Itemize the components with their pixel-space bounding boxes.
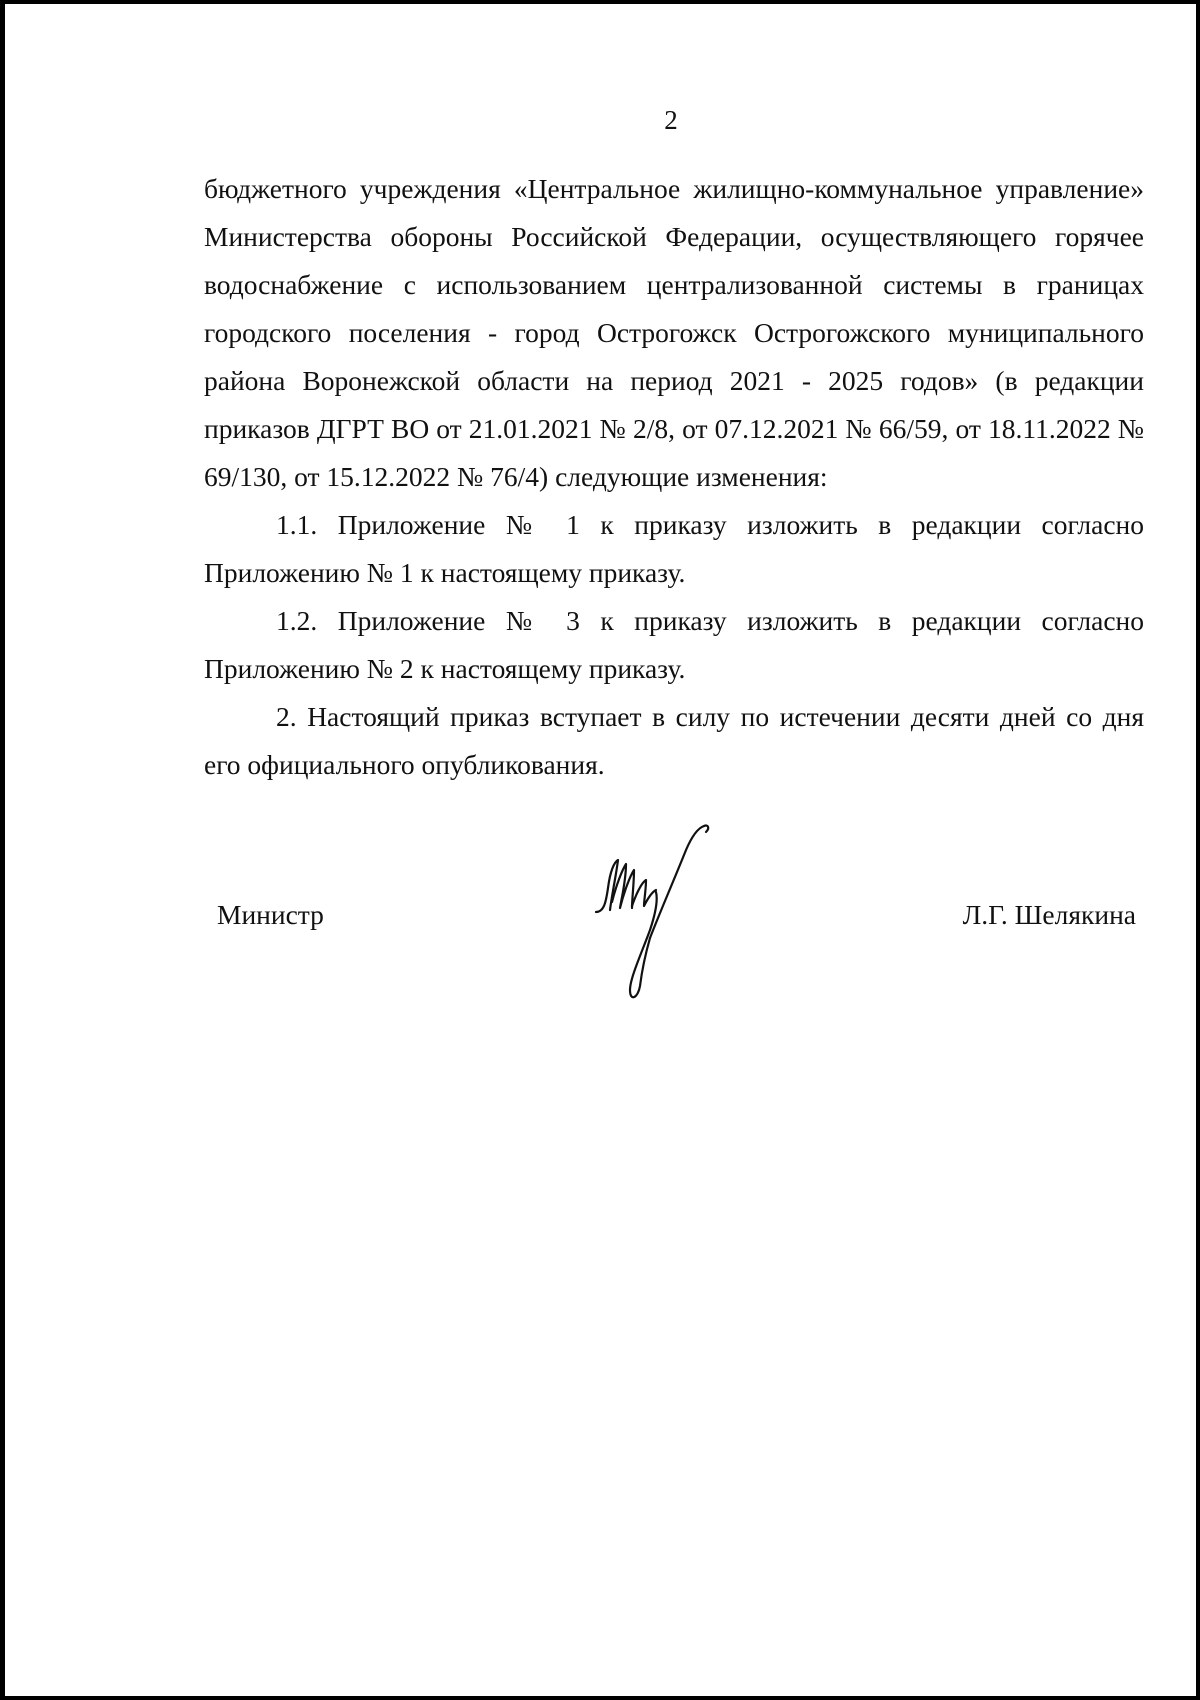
signer-position: Министр bbox=[217, 899, 324, 930]
paragraph-item-1-1: 1.1. Приложение № 1 к приказу изложить в редакции согласно Приложению № 1 к настоящему приказу. bbox=[204, 509, 1144, 588]
paragraph-changes-intro: бюджетного учреждения «Центральное жилищно-коммунальное управление» Министерства обороны Российской Федерации, осуществляющего горячее водоснабжение с использованием централизованной системы в границах городского поселения - город Острогожск Острогожского муниципального района Воронежской области на период 2021 - 2025 годов» (в редакции приказов ДГРТ ВО от 21.01.2021 № 2/8, от 07.12.2021 № 66/59, от 18.11.2022 № 69/130, от 15.12.2022 № 76/4) следующие изменения: bbox=[204, 173, 1144, 492]
page-number: 2 bbox=[664, 105, 678, 135]
paragraph-item-1-2: 1.2. Приложение № 3 к приказу изложить в редакции согласно Приложению № 2 к настоящему приказу. bbox=[204, 605, 1144, 684]
paragraph-item-2: 2. Настоящий приказ вступает в силу по истечении десяти дней со дня его официального опубликования. bbox=[204, 701, 1144, 780]
document-body bbox=[204, 165, 1144, 789]
handwritten-signature-icon bbox=[590, 820, 720, 1005]
signer-name: Л.Г. Шелякина bbox=[962, 899, 1136, 930]
